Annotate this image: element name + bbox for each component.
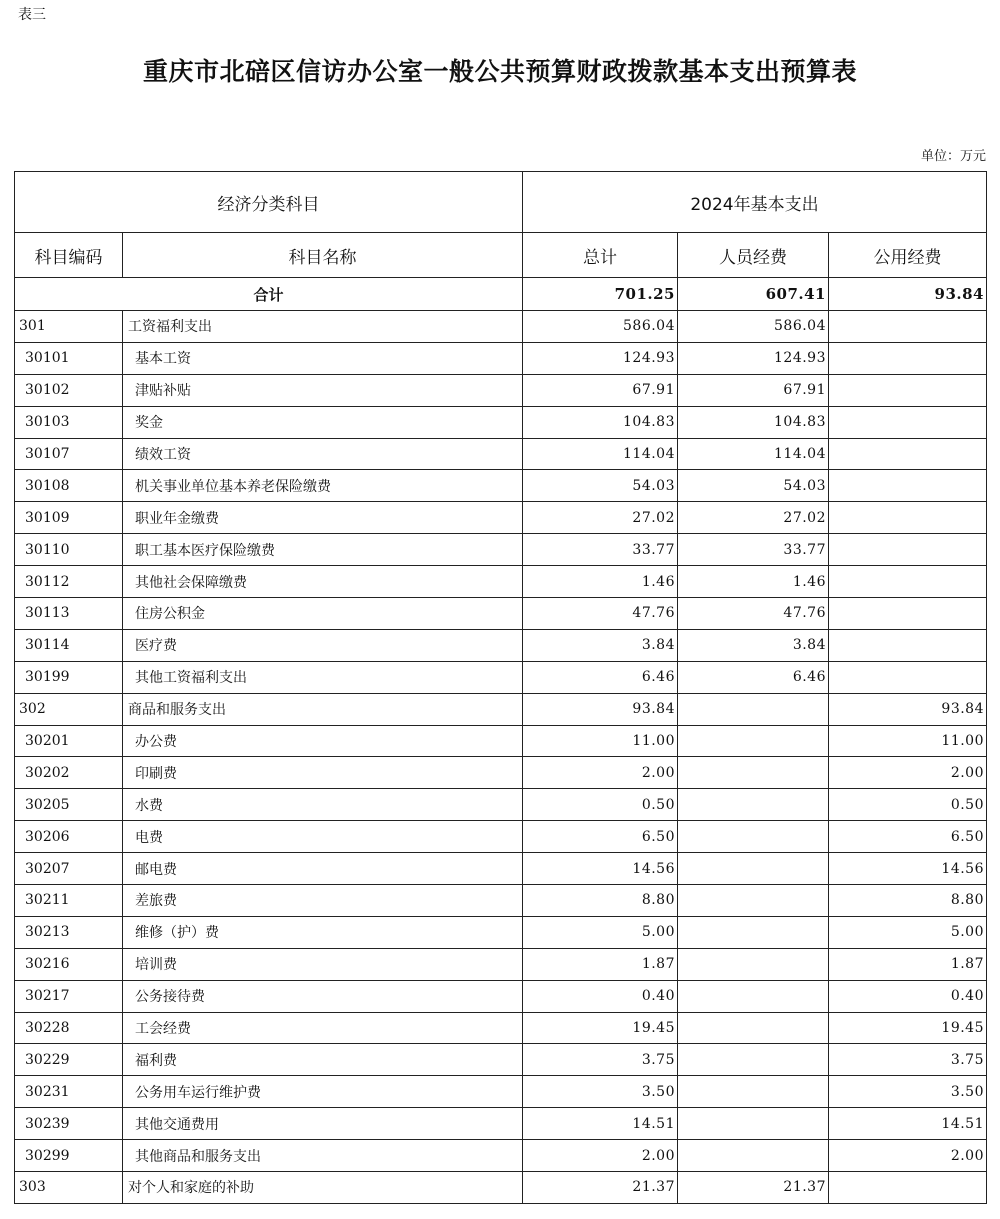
total-sum: 701.25 — [523, 278, 678, 311]
row-personnel: 54.03 — [678, 470, 829, 502]
row-name: 奖金 — [123, 406, 523, 438]
row-code: 30216 — [15, 948, 123, 980]
row-code: 30114 — [15, 629, 123, 661]
row-public — [829, 629, 987, 661]
row-total: 124.93 — [523, 342, 678, 374]
row-code: 30112 — [15, 566, 123, 598]
table-row — [15, 661, 987, 693]
header-row-2 — [15, 233, 987, 278]
row-personnel: 6.46 — [678, 661, 829, 693]
unit-label: 单位：万元 — [920, 149, 986, 164]
row-code: 30110 — [15, 534, 123, 566]
row-personnel: 47.76 — [678, 598, 829, 630]
row-public: 8.80 — [829, 885, 987, 917]
header-econ-class: 经济分类科目 — [15, 172, 523, 233]
row-personnel — [678, 1044, 829, 1076]
row-name: 商品和服务支出 — [123, 693, 523, 725]
row-total: 93.84 — [523, 693, 678, 725]
table-row — [15, 1076, 987, 1108]
row-total: 6.50 — [523, 821, 678, 853]
row-personnel — [678, 789, 829, 821]
row-total: 11.00 — [523, 725, 678, 757]
table-row — [15, 598, 987, 630]
row-name: 邮电费 — [123, 853, 523, 885]
row-name: 印刷费 — [123, 757, 523, 789]
row-name: 医疗费 — [123, 629, 523, 661]
row-total: 0.50 — [523, 789, 678, 821]
table-row — [15, 821, 987, 853]
table-row — [15, 311, 987, 343]
table-row — [15, 470, 987, 502]
row-public: 1.87 — [829, 948, 987, 980]
row-total: 586.04 — [523, 311, 678, 343]
row-total: 1.46 — [523, 566, 678, 598]
row-total: 14.51 — [523, 1108, 678, 1140]
row-total: 33.77 — [523, 534, 678, 566]
row-personnel — [678, 948, 829, 980]
row-public: 6.50 — [829, 821, 987, 853]
row-name: 职工基本医疗保险缴费 — [123, 534, 523, 566]
row-name: 其他交通费用 — [123, 1108, 523, 1140]
budget-table — [14, 171, 987, 1204]
row-public — [829, 502, 987, 534]
row-code: 30231 — [15, 1076, 123, 1108]
row-code: 30102 — [15, 374, 123, 406]
table-row — [15, 406, 987, 438]
row-public: 2.00 — [829, 757, 987, 789]
row-total: 14.56 — [523, 853, 678, 885]
row-public: 11.00 — [829, 725, 987, 757]
row-public: 3.75 — [829, 1044, 987, 1076]
table-row — [15, 1140, 987, 1172]
row-name: 公务接待费 — [123, 980, 523, 1012]
row-personnel: 27.02 — [678, 502, 829, 534]
row-name: 职业年金缴费 — [123, 502, 523, 534]
row-personnel: 124.93 — [678, 342, 829, 374]
row-total: 47.76 — [523, 598, 678, 630]
row-code: 30217 — [15, 980, 123, 1012]
row-name: 福利费 — [123, 1044, 523, 1076]
row-personnel: 67.91 — [678, 374, 829, 406]
row-total: 0.40 — [523, 980, 678, 1012]
total-public: 93.84 — [829, 278, 987, 311]
row-code: 30109 — [15, 502, 123, 534]
row-personnel — [678, 980, 829, 1012]
row-code: 30205 — [15, 789, 123, 821]
row-total: 19.45 — [523, 1012, 678, 1044]
row-public — [829, 1172, 987, 1204]
row-name: 办公费 — [123, 725, 523, 757]
row-total: 3.50 — [523, 1076, 678, 1108]
table-row — [15, 629, 987, 661]
header-public: 公用经费 — [829, 233, 987, 278]
row-total: 2.00 — [523, 757, 678, 789]
row-public — [829, 598, 987, 630]
row-public: 93.84 — [829, 693, 987, 725]
row-public — [829, 534, 987, 566]
row-code: 30107 — [15, 438, 123, 470]
row-personnel: 33.77 — [678, 534, 829, 566]
table-row — [15, 1108, 987, 1140]
row-public — [829, 566, 987, 598]
row-personnel: 1.46 — [678, 566, 829, 598]
row-public — [829, 406, 987, 438]
row-code: 30202 — [15, 757, 123, 789]
row-code: 30239 — [15, 1108, 123, 1140]
table-row — [15, 1044, 987, 1076]
row-total: 5.00 — [523, 916, 678, 948]
total-personnel: 607.41 — [678, 278, 829, 311]
row-name: 公务用车运行维护费 — [123, 1076, 523, 1108]
row-total: 3.75 — [523, 1044, 678, 1076]
table-row — [15, 1172, 987, 1204]
row-code: 30103 — [15, 406, 123, 438]
table-row — [15, 916, 987, 948]
table-row — [15, 502, 987, 534]
row-name: 基本工资 — [123, 342, 523, 374]
row-personnel — [678, 1076, 829, 1108]
table-row — [15, 948, 987, 980]
row-public: 5.00 — [829, 916, 987, 948]
row-total: 6.46 — [523, 661, 678, 693]
row-code: 30213 — [15, 916, 123, 948]
row-name: 水费 — [123, 789, 523, 821]
row-code: 301 — [15, 311, 123, 343]
row-personnel — [678, 693, 829, 725]
header-total: 总计 — [523, 233, 678, 278]
row-code: 30199 — [15, 661, 123, 693]
row-name: 绩效工资 — [123, 438, 523, 470]
row-personnel: 104.83 — [678, 406, 829, 438]
row-code: 30201 — [15, 725, 123, 757]
row-personnel — [678, 821, 829, 853]
row-public: 14.56 — [829, 853, 987, 885]
row-public — [829, 438, 987, 470]
row-personnel: 114.04 — [678, 438, 829, 470]
row-name: 其他社会保障缴费 — [123, 566, 523, 598]
row-name: 工会经费 — [123, 1012, 523, 1044]
row-personnel: 3.84 — [678, 629, 829, 661]
total-label: 合计 — [15, 278, 523, 311]
header-row-1 — [15, 172, 987, 233]
page-title: 重庆市北碚区信访办公室一般公共预算财政拨款基本支出预算表 — [142, 57, 857, 86]
row-code: 30228 — [15, 1012, 123, 1044]
row-name: 住房公积金 — [123, 598, 523, 630]
header-code: 科目编码 — [15, 233, 123, 278]
row-code: 30113 — [15, 598, 123, 630]
header-year-basic: 2024年基本支出 — [523, 172, 987, 233]
row-personnel — [678, 757, 829, 789]
row-code: 30206 — [15, 821, 123, 853]
table-row — [15, 693, 987, 725]
row-name: 其他工资福利支出 — [123, 661, 523, 693]
table-row — [15, 853, 987, 885]
table-row — [15, 885, 987, 917]
row-code: 30229 — [15, 1044, 123, 1076]
row-name: 工资福利支出 — [123, 311, 523, 343]
doc-label: 表三 — [18, 7, 46, 23]
row-name: 培训费 — [123, 948, 523, 980]
table-row — [15, 980, 987, 1012]
header-name: 科目名称 — [123, 233, 523, 278]
row-name: 差旅费 — [123, 885, 523, 917]
row-public: 19.45 — [829, 1012, 987, 1044]
row-code: 30299 — [15, 1140, 123, 1172]
row-total: 2.00 — [523, 1140, 678, 1172]
table-row — [15, 374, 987, 406]
row-public: 14.51 — [829, 1108, 987, 1140]
row-total: 67.91 — [523, 374, 678, 406]
row-code: 30207 — [15, 853, 123, 885]
table-row — [15, 534, 987, 566]
row-personnel — [678, 885, 829, 917]
row-total: 114.04 — [523, 438, 678, 470]
row-personnel — [678, 916, 829, 948]
row-public — [829, 342, 987, 374]
row-total: 8.80 — [523, 885, 678, 917]
row-code: 303 — [15, 1172, 123, 1204]
table-row — [15, 438, 987, 470]
row-public: 0.50 — [829, 789, 987, 821]
row-personnel — [678, 725, 829, 757]
table-row — [15, 725, 987, 757]
row-name: 电费 — [123, 821, 523, 853]
row-public — [829, 311, 987, 343]
row-public — [829, 661, 987, 693]
total-row — [15, 278, 987, 311]
table-row — [15, 1012, 987, 1044]
table-row — [15, 789, 987, 821]
row-code: 30101 — [15, 342, 123, 374]
row-public: 2.00 — [829, 1140, 987, 1172]
row-total: 21.37 — [523, 1172, 678, 1204]
row-total: 54.03 — [523, 470, 678, 502]
row-public: 0.40 — [829, 980, 987, 1012]
table-row — [15, 342, 987, 374]
row-name: 津贴补贴 — [123, 374, 523, 406]
row-personnel: 586.04 — [678, 311, 829, 343]
row-name: 对个人和家庭的补助 — [123, 1172, 523, 1204]
table-row — [15, 566, 987, 598]
row-public: 3.50 — [829, 1076, 987, 1108]
row-total: 3.84 — [523, 629, 678, 661]
row-code: 30108 — [15, 470, 123, 502]
header-personnel: 人员经费 — [678, 233, 829, 278]
row-personnel — [678, 1012, 829, 1044]
row-personnel — [678, 853, 829, 885]
row-public — [829, 374, 987, 406]
row-total: 27.02 — [523, 502, 678, 534]
table-row — [15, 757, 987, 789]
row-personnel — [678, 1140, 829, 1172]
row-name: 机关事业单位基本养老保险缴费 — [123, 470, 523, 502]
row-name: 维修（护）费 — [123, 916, 523, 948]
row-total: 104.83 — [523, 406, 678, 438]
row-total: 1.87 — [523, 948, 678, 980]
row-public — [829, 470, 987, 502]
row-code: 30211 — [15, 885, 123, 917]
row-name: 其他商品和服务支出 — [123, 1140, 523, 1172]
row-personnel: 21.37 — [678, 1172, 829, 1204]
row-code: 302 — [15, 693, 123, 725]
row-personnel — [678, 1108, 829, 1140]
